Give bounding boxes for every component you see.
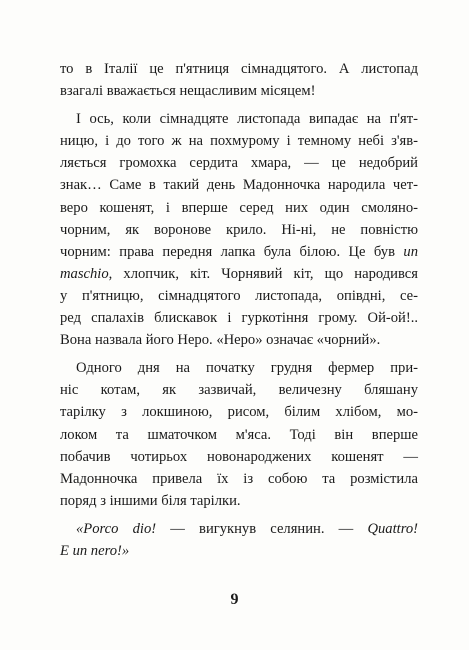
italic-word: un — [403, 243, 418, 260]
text-line: знак… Саме в такий день Мадонночка народила чет- — [60, 177, 418, 194]
text-line: чорним, як воронове крило. Ні-ні, не повністю — [60, 221, 418, 238]
text-line: локом та шматочком м'яса. Тоді він вперше — [60, 426, 418, 443]
quote-line — [60, 540, 418, 562]
text-line: взагалі вважається нещасливим місяцем! — [60, 83, 316, 100]
page-number: 9 — [230, 591, 239, 608]
text-line: побачив чотирьох новонароджених кошенят — — [60, 448, 418, 465]
text-line: поряд з іншими біля тарілки. — [60, 492, 241, 509]
text-line: ницю, і до того ж на похмурому і темному небі з'яв- — [60, 133, 418, 150]
italic-quote: «Porco dio! — [76, 520, 157, 537]
text-segment: — вигукнув селянин. — — [156, 520, 368, 537]
text-line: Вона назвала його Неро. «Неро» означає «чорний». — [60, 332, 381, 349]
text-line: ред спалахів блискавок і гуркотіння грому. Ой-ой!.. — [60, 310, 418, 327]
text-line: веро кошенят, і вперше серед них один смолянo- — [60, 199, 418, 216]
text-line: тарілку з локшиною, рисом, білим хлібом, мо- — [60, 404, 418, 421]
text-line: ляється громохка сердита хмара, — це недобрий — [60, 155, 418, 172]
italic-word: maschio — [60, 265, 109, 282]
text-line: у п'ятницю, сімнадцятого листопада, опівдні, се- — [60, 287, 418, 304]
text-segment: чорним: права передня лапка була білою. Це був — [60, 243, 395, 260]
text-line: то в Італії це п'ятниця сімнадцятого. А листопад — [60, 61, 418, 77]
text-line: І ось, коли сімнадцяте листопада випадає на п'ят- — [76, 111, 418, 128]
text-segment: , хлопчик, кіт. Чорнявий кіт, що народився — [108, 265, 418, 282]
text-line: Мадонночка привела їх із собою та розмістила — [60, 470, 418, 487]
text-line — [60, 263, 418, 285]
text-line: Одного дня на початку грудня фермер при- — [76, 360, 418, 377]
page-body-text — [60, 58, 418, 562]
quote-line — [60, 518, 418, 540]
italic-quote: E un nero!» — [60, 542, 130, 559]
italic-quote: Quattro! — [367, 520, 418, 537]
text-line — [60, 241, 418, 263]
text-line: ніс котам, як зазвичай, величезну бляшану — [60, 382, 418, 399]
